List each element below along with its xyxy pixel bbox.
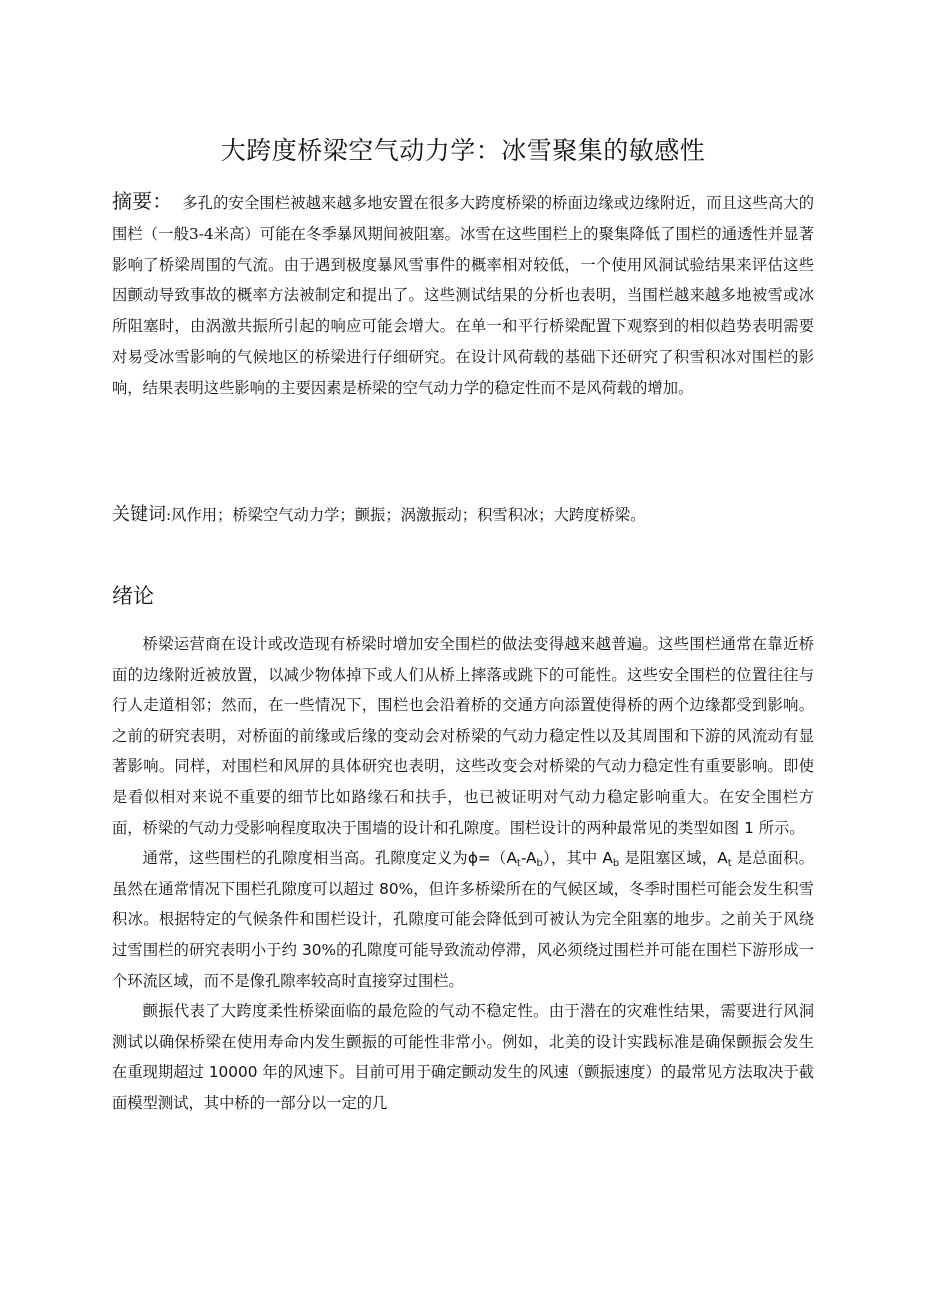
porosity-symbol: ϕ= [467, 849, 491, 868]
keywords [112, 500, 814, 530]
paragraph-2 [112, 843, 814, 996]
paragraph-1-end: 所示。 [758, 818, 805, 837]
area-blocked-symbol: A [526, 849, 537, 868]
paragraph-3-text-a: 颤振代表了大跨度柔性桥梁面临的最危险的气动不稳定性。由于潜在的灾难性结果，需要进行风洞测试以确保桥梁在使用寿命内发生颤振的可能性非常小。例如，北美的设计实践标准是确保颤振会发生在重现期超过 [112, 1002, 814, 1082]
area-total-subscript: t [516, 858, 521, 870]
abstract-text: 多孔的安全围栏被越来越多地安置在很多大跨度桥梁的桥面边缘或边缘附近，而且这些高大的围栏（一般3-4米高）可能在冬季暴风期间被阻塞。冰雪在这些围栏上的聚集降低了围栏的通透性并显著影响了桥梁周围的气流。由于遇到极度暴风雪事件的概率相对较低，一个使用风洞试验结果来评估这些因颤动导致事故的概率方法被制定和提出了。这些测试结果的分析也表明，当围栏越来越多地被雪或冰所阻塞时，由涡激共振所引起的响应可能会增大。在单一和平行桥梁配置下观察到的相似趋势表明需要对易受冰雪影响的气候地区的桥梁进行仔细研究。在设计风荷载的基础下还研究了积雪积冰对围栏的影响，结果表明这些影响的主要因素是桥梁的空气动力学的稳定性而不是风荷载的增加。 [112, 194, 814, 397]
abstract-label: 摘要： [112, 189, 173, 213]
porosity-80: 80 [379, 879, 399, 898]
abstract [112, 186, 814, 404]
paragraph-2-text-d: 是总面积。虽然在通常情况下围栏孔隙度可以超过 [112, 849, 814, 898]
area-total-symbol-2: A [717, 849, 728, 868]
paragraph-3 [112, 996, 814, 1118]
paragraph-2-text-a: 通常，这些围栏的孔隙度相当高。孔隙度定义为 [142, 849, 468, 868]
porosity-30: 30 [302, 940, 322, 959]
keywords-text: 风作用；桥梁空气动力学；颤振；涡激振动；积雪积冰；大跨度桥梁。 [171, 506, 646, 524]
area-total-subscript-2: t [727, 858, 732, 870]
paragraph-2-text-f: %的孔隙度可能导致流动停滞，风必须绕过围栏并可能在围栏下游形成一个环流区域，而不是像孔隙率较高时直接穿过围栏。 [112, 940, 814, 990]
paragraph-2-text-c: 是阻塞区域， [624, 849, 718, 868]
paragraph-2-text-e: %，但许多桥梁所在的气候区域，冬季时围栏可能会发生积雪积冰。根据特定的气候条件和围栏设计，孔隙度可能会降低到可被认为完全阻塞的地步。之前关于风绕过雪围栏的研究表明小于约 [112, 879, 814, 959]
area-blocked-subscript: b [536, 858, 543, 870]
return-period-10000: 10000 [208, 1063, 258, 1082]
paragraph-1-text: 桥梁运营商在设计或改造现有桥梁时增加安全围栏的做法变得越来越普遍。这些围栏通常在靠近桥面的边缘附近被放置，以减少物体掉下或人们从桥上摔落或跳下的可能性。这些安全围栏的位置往往与行人走道相邻；然而，在一些情况下，围栏也会沿着桥的交通方向添置使得桥的两个边缘都受到影响。之前的研究表明，对桥面的前缘或后缘的变动会对桥梁的气动力稳定性以及其周围和下游的风流动有显著影响。同样，对围栏和风屏的具体研究也表明，这些改变会对桥梁的气动力稳定性有重要影响。即使是看似相对来说不重要的细节比如路缘石和扶手，也已被证明对气动力稳定影响重大。在安全围栏方面，桥梁的气动力受影响程度取决于围墙的设计和孔隙度。围栏设计的两种最常见的类型如图 [112, 635, 814, 837]
section-heading-introduction: 绪论 [112, 584, 154, 608]
introduction-body [112, 629, 814, 1119]
minus-sign: - [520, 849, 527, 868]
paren-close: ） [542, 849, 551, 868]
figure-ref: 1 [744, 818, 754, 837]
paper-title: 大跨度桥梁空气动力学：冰雪聚集的敏感性 [220, 136, 706, 165]
paragraph-1 [112, 629, 814, 843]
keywords-label: 关键词 [112, 504, 166, 525]
paragraph-3-text-b: 年的风速下。目前可用于确定颤动发生的风速（颤振速度）的最常见方法取决于截面模型测试，其中桥的一部分以一定的几 [112, 1063, 814, 1112]
paren-open: （ [490, 849, 507, 868]
area-blocked-symbol-2: A [602, 849, 613, 868]
area-blocked-subscript-2: b [612, 858, 620, 870]
area-total-symbol: A [506, 849, 517, 868]
keywords-separator: : [166, 506, 172, 524]
paragraph-2-text-b: ，其中 [550, 849, 598, 868]
